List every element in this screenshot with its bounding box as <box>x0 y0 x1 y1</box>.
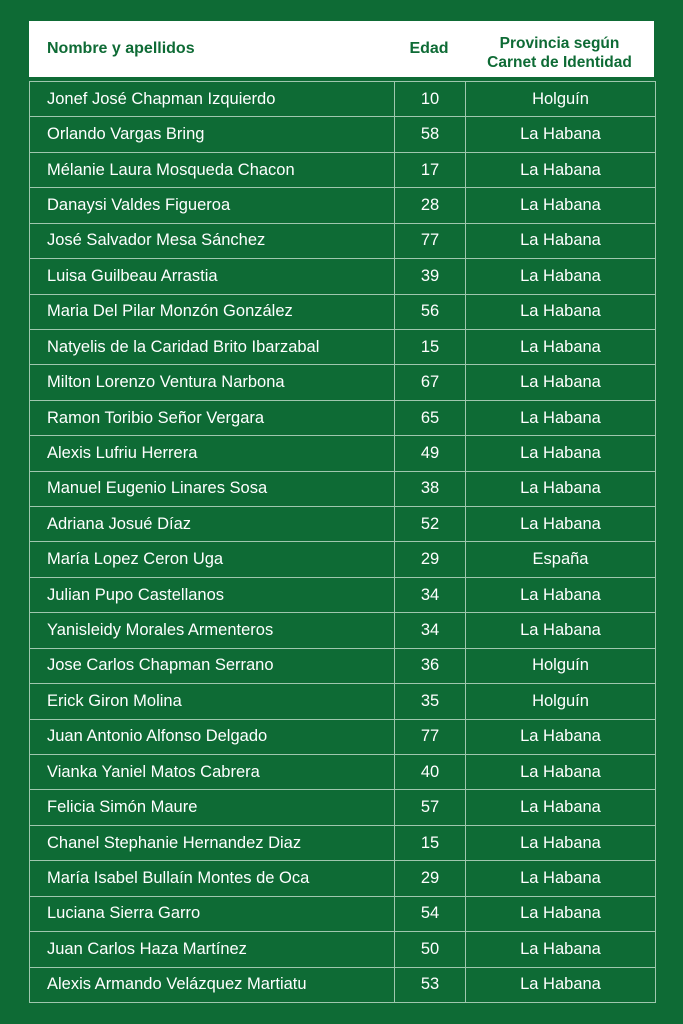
province-column-header <box>465 34 654 72</box>
person-name-cell: Chanel Stephanie Hernandez Diaz <box>30 825 395 860</box>
table-row <box>30 932 656 967</box>
province-cell: La Habana <box>466 400 656 435</box>
table-row <box>30 790 656 825</box>
person-name-cell: Milton Lorenzo Ventura Narbona <box>30 365 395 400</box>
province-cell: La Habana <box>466 152 656 187</box>
table-header <box>29 21 654 77</box>
person-name-cell: Juan Carlos Haza Martínez <box>30 932 395 967</box>
province-cell: La Habana <box>466 259 656 294</box>
person-name-cell: Alexis Lufriu Herrera <box>30 436 395 471</box>
province-cell: La Habana <box>466 719 656 754</box>
province-cell: La Habana <box>466 967 656 1002</box>
person-name-cell: Julian Pupo Castellanos <box>30 577 395 612</box>
table-row <box>30 542 656 577</box>
person-name-cell: Ramon Toribio Señor Vergara <box>30 400 395 435</box>
person-name-cell: Alexis Armando Velázquez Martiatu <box>30 967 395 1002</box>
table-row <box>30 613 656 648</box>
name-column-header: Nombre y apellidos <box>47 40 195 57</box>
province-cell: La Habana <box>466 294 656 329</box>
table-row <box>30 755 656 790</box>
province-header-line1: Provincia según <box>499 35 620 52</box>
table-row <box>30 825 656 860</box>
province-cell: La Habana <box>466 613 656 648</box>
age-cell: 49 <box>395 436 466 471</box>
person-name-cell: Adriana Josué Díaz <box>30 507 395 542</box>
person-name-cell: Luisa Guilbeau Arrastia <box>30 259 395 294</box>
province-cell: La Habana <box>466 825 656 860</box>
province-cell: La Habana <box>466 117 656 152</box>
table-row <box>30 684 656 719</box>
age-cell: 17 <box>395 152 466 187</box>
age-cell: 53 <box>395 967 466 1002</box>
table-row <box>30 294 656 329</box>
province-cell: La Habana <box>466 507 656 542</box>
age-cell: 35 <box>395 684 466 719</box>
person-name-cell: Juan Antonio Alfonso Delgado <box>30 719 395 754</box>
age-cell: 15 <box>395 329 466 364</box>
province-cell: La Habana <box>466 188 656 223</box>
person-name-cell: Jonef José Chapman Izquierdo <box>30 82 395 117</box>
age-cell: 77 <box>395 223 466 258</box>
age-cell: 34 <box>395 613 466 648</box>
age-cell: 38 <box>395 471 466 506</box>
person-name-cell: Jose Carlos Chapman Serrano <box>30 648 395 683</box>
province-cell: La Habana <box>466 896 656 931</box>
table-row <box>30 329 656 364</box>
person-name-cell: Luciana Sierra Garro <box>30 896 395 931</box>
age-cell: 34 <box>395 577 466 612</box>
age-cell: 57 <box>395 790 466 825</box>
province-cell: La Habana <box>466 790 656 825</box>
person-name-cell: Danaysi Valdes Figueroa <box>30 188 395 223</box>
age-cell: 29 <box>395 861 466 896</box>
table-row <box>30 365 656 400</box>
age-cell: 29 <box>395 542 466 577</box>
age-cell: 77 <box>395 719 466 754</box>
table-row <box>30 861 656 896</box>
table-row <box>30 436 656 471</box>
province-cell: La Habana <box>466 436 656 471</box>
person-name-cell: Orlando Vargas Bring <box>30 117 395 152</box>
person-name-cell: María Lopez Ceron Uga <box>30 542 395 577</box>
province-cell: La Habana <box>466 577 656 612</box>
province-cell: La Habana <box>466 932 656 967</box>
age-cell: 52 <box>395 507 466 542</box>
province-cell: Holguín <box>466 82 656 117</box>
table-row <box>30 152 656 187</box>
person-name-cell: María Isabel Bullaín Montes de Oca <box>30 861 395 896</box>
table-row <box>30 471 656 506</box>
province-cell: La Habana <box>466 755 656 790</box>
age-cell: 56 <box>395 294 466 329</box>
table-row <box>30 719 656 754</box>
people-table-body <box>30 82 656 1003</box>
people-table <box>29 81 656 1003</box>
province-cell: La Habana <box>466 471 656 506</box>
table-row <box>30 577 656 612</box>
table-row <box>30 507 656 542</box>
table-row <box>30 648 656 683</box>
province-cell: Holguín <box>466 648 656 683</box>
age-cell: 58 <box>395 117 466 152</box>
age-cell: 15 <box>395 825 466 860</box>
age-column-header: Edad <box>409 40 449 57</box>
province-cell: La Habana <box>466 861 656 896</box>
person-name-cell: Manuel Eugenio Linares Sosa <box>30 471 395 506</box>
age-cell: 10 <box>395 82 466 117</box>
person-name-cell: Erick Giron Molina <box>30 684 395 719</box>
table-row <box>30 896 656 931</box>
person-name-cell: Maria Del Pilar Monzón González <box>30 294 395 329</box>
table-row <box>30 117 656 152</box>
table-row <box>30 223 656 258</box>
province-cell: La Habana <box>466 365 656 400</box>
age-cell: 39 <box>395 259 466 294</box>
person-name-cell: Natyelis de la Caridad Brito Ibarzabal <box>30 329 395 364</box>
province-cell: La Habana <box>466 223 656 258</box>
age-cell: 65 <box>395 400 466 435</box>
person-name-cell: José Salvador Mesa Sánchez <box>30 223 395 258</box>
person-name-cell: Vianka Yaniel Matos Cabrera <box>30 755 395 790</box>
table-row <box>30 259 656 294</box>
province-cell: España <box>466 542 656 577</box>
age-cell: 40 <box>395 755 466 790</box>
table-row <box>30 967 656 1002</box>
person-name-cell: Yanisleidy Morales Armenteros <box>30 613 395 648</box>
table-row <box>30 82 656 117</box>
table-row <box>30 188 656 223</box>
age-cell: 36 <box>395 648 466 683</box>
province-cell: La Habana <box>466 329 656 364</box>
table-row <box>30 400 656 435</box>
age-cell: 50 <box>395 932 466 967</box>
province-header-line2: Carnet de Identidad <box>487 54 632 71</box>
province-cell: Holguín <box>466 684 656 719</box>
age-cell: 67 <box>395 365 466 400</box>
person-name-cell: Mélanie Laura Mosqueda Chacon <box>30 152 395 187</box>
age-cell: 28 <box>395 188 466 223</box>
person-name-cell: Felicia Simón Maure <box>30 790 395 825</box>
age-cell: 54 <box>395 896 466 931</box>
